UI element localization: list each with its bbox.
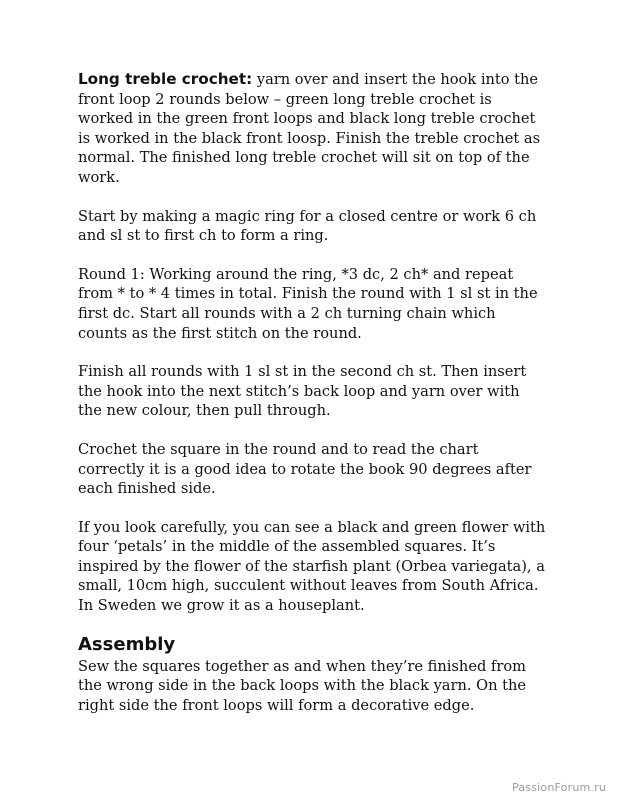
long-treble-paragraph	[78, 70, 548, 188]
assembly-heading: Assembly	[78, 633, 176, 655]
long-treble-text: yarn over and insert the hook into the front loop 2 rounds below – green long treble crochet is worked in the green front loops and black long treble crochet is worked in the black front loosp. Finish the treble crochet as normal. The finished long treble crochet will sit on top of the work.	[78, 71, 541, 186]
start-paragraph: Start by making a magic ring for a closed centre or work 6 ch and sl st to first ch to form a ring.	[78, 207, 537, 245]
document-page	[78, 70, 548, 734]
square-paragraph: Crochet the square in the round and to read the chart correctly it is a good idea to rotate the book 90 degrees after each finished side.	[78, 440, 532, 498]
long-treble-term: Long treble crochet:	[78, 70, 253, 88]
round-1-paragraph: Round 1: Working around the ring, *3 dc, 2 ch* and repeat from * to * 4 times in total. Finish the round with 1 sl st in the first dc. Start all rounds with a 2 ch turning chain which counts as the first stitch on the round.	[78, 265, 538, 342]
finish-rounds-paragraph: Finish all rounds with 1 sl st in the second ch st. Then insert the hook into the next stitch’s back loop and yarn over with the new colour, then pull through.	[78, 363, 527, 420]
assembly-paragraph: Sew the squares together as and when they’re finished from the wrong side in the back loops with the black yarn. On the right side the front loops will form a decorative edge.	[78, 657, 527, 714]
watermark: PassionForum.ru	[512, 781, 606, 794]
flower-paragraph: If you look carefully, you can see a black and green flower with four ‘petals’ in the middle of the assembled squares. It’s inspired by the flower of the starfish plant (Orbea variegata), a small, 10cm high, succulent without leaves from South Africa. In Sweden we grow it as a houseplant.	[78, 518, 546, 615]
